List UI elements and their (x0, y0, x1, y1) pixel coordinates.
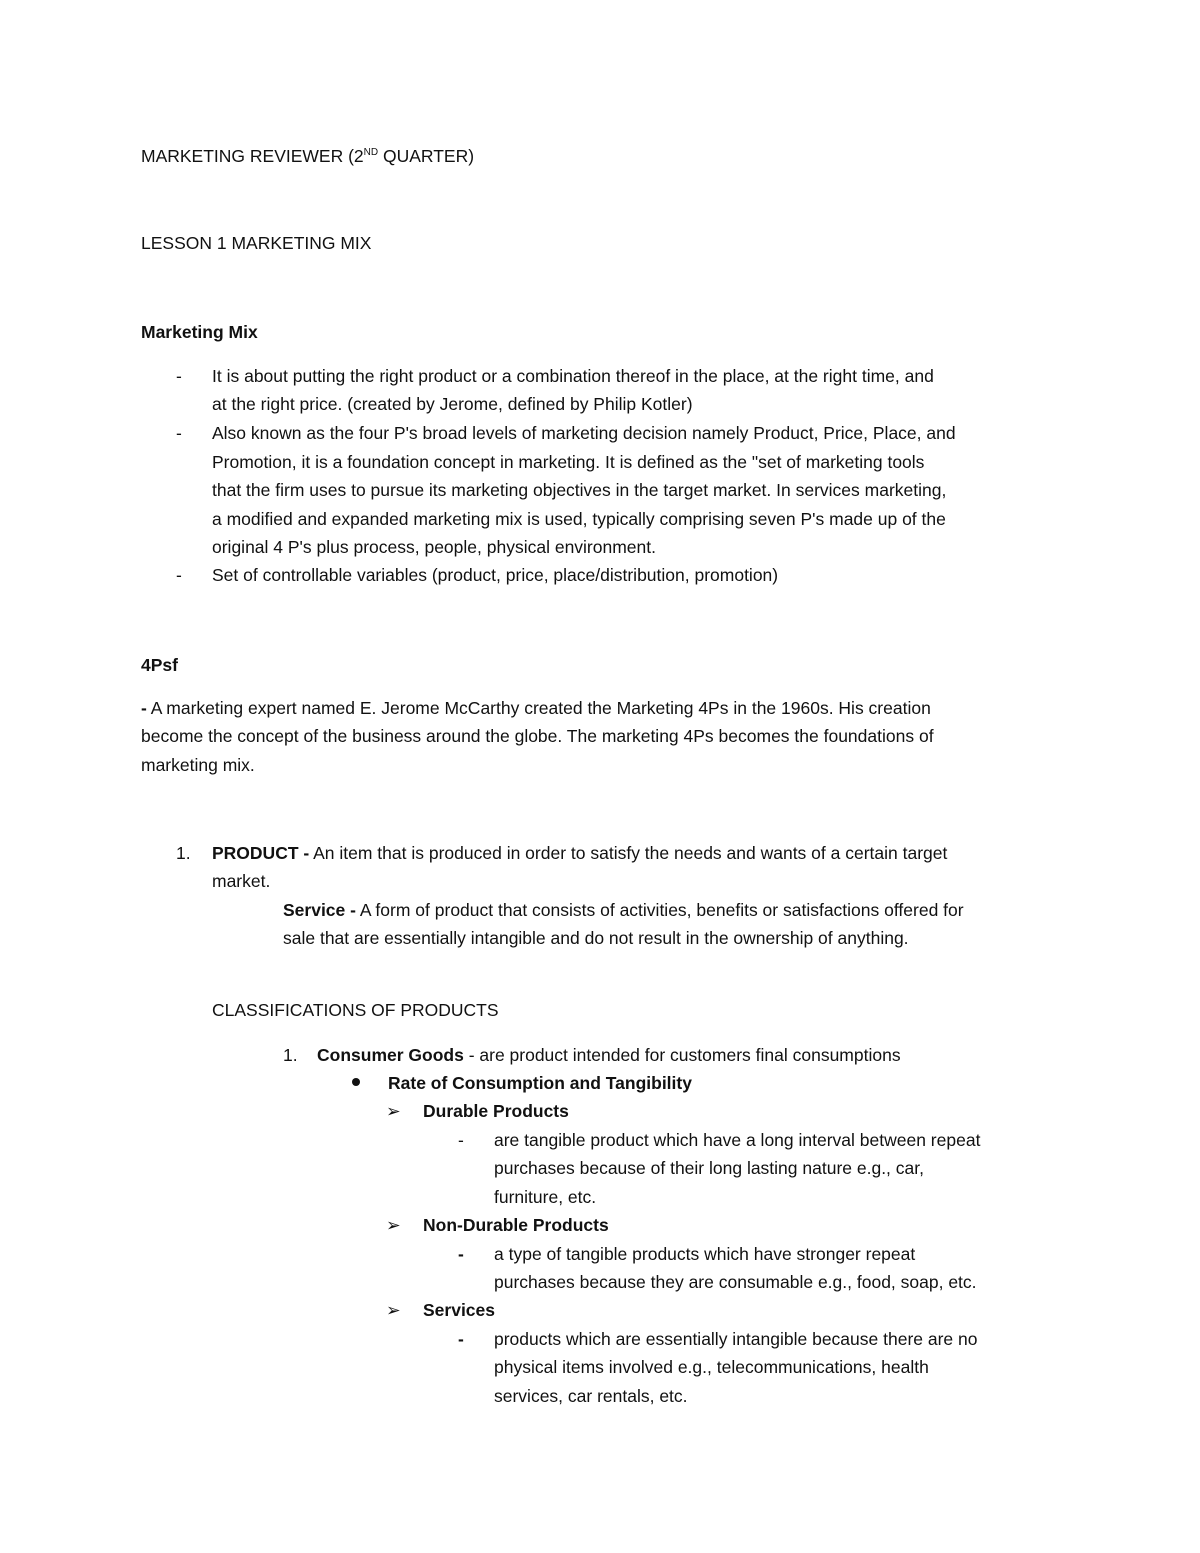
durable-line-1: are tangible product which have a long interval between repeat (494, 1130, 981, 1150)
mm-bullet-3-line-1: Set of controllable variables (product, price, place/distribution, promotion) (212, 565, 779, 585)
dash-marker: - (458, 1329, 464, 1349)
durable-line-2: purchases because of their long lasting nature e.g., car, (494, 1158, 924, 1178)
mm-bullet-2-line-4: a modified and expanded marketing mix is used, typically comprising seven P's made up of the (212, 509, 946, 529)
four-ps-line-3: marketing mix. (141, 755, 255, 775)
four-ps-line-1: - A marketing expert named E. Jerome McCarthy created the Marketing 4Ps in the 1960s. His creation (141, 698, 931, 718)
lesson-heading: LESSON 1 MARKETING MIX (141, 233, 372, 253)
product-line-1: PRODUCT - An item that is produced in order to satisfy the needs and wants of a certain target (212, 843, 948, 863)
arrow-bullet-icon: ➢ (386, 1215, 401, 1235)
mm-bullet-1-line-2: at the right price. (created by Jerome, defined by Philip Kotler) (212, 394, 693, 414)
bullet-marker: - (176, 423, 182, 443)
arrow-bullet-icon: ➢ (386, 1300, 401, 1320)
marketing-mix-heading: Marketing Mix (141, 322, 258, 342)
rate-heading: Rate of Consumption and Tangibility (388, 1073, 692, 1093)
non-durable-line-2: purchases because they are consumable e.g., food, soap, etc. (494, 1272, 977, 1292)
services-label: Services (423, 1300, 496, 1320)
dash-marker: - (458, 1130, 464, 1150)
bullet-marker: - (176, 565, 182, 585)
arrow-bullet-icon: ➢ (386, 1101, 401, 1121)
classifications-heading: CLASSIFICATIONS OF PRODUCTS (212, 1000, 499, 1020)
mm-bullet-2-line-1: Also known as the four P's broad levels of marketing decision namely Product, Price, Place, and (212, 423, 956, 443)
non-durable-line-1: a type of tangible products which have stronger repeat (494, 1244, 916, 1264)
mm-bullet-2-line-2: Promotion, it is a foundation concept in marketing. It is defined as the "set of marketing tools (212, 452, 925, 472)
durable-label: Durable Products (423, 1101, 569, 1121)
services-line-3: services, car rentals, etc. (494, 1386, 688, 1406)
title-superscript: ND (363, 147, 379, 158)
service-line-1: Service - A form of product that consists of activities, benefits or satisfactions offered for (283, 900, 964, 920)
services-line-1: products which are essentially intangible because there are no (494, 1329, 978, 1349)
bullet-marker: - (176, 366, 182, 386)
document-title: MARKETING REVIEWER (2ND QUARTER) (141, 146, 475, 166)
durable-line-3: furniture, etc. (494, 1187, 597, 1207)
four-ps-heading: 4Psf (141, 655, 178, 675)
consumer-number: 1. (283, 1045, 298, 1065)
services-line-2: physical items involved e.g., telecommunications, health (494, 1357, 929, 1377)
product-line-2: market. (212, 871, 271, 891)
service-line-2: sale that are essentially intangible and do not result in the ownership of anything. (283, 928, 909, 948)
four-ps-line-2: become the concept of the business around the globe. The marketing 4Ps becomes the foundations of (141, 726, 934, 746)
product-number: 1. (176, 843, 191, 863)
mm-bullet-2-line-5: original 4 P's plus process, people, physical environment. (212, 537, 656, 557)
consumer-goods-line: Consumer Goods - are product intended for customers final consumptions (317, 1045, 901, 1065)
mm-bullet-1-line-1: It is about putting the right product or a combination thereof in the place, at the right time, and (212, 366, 934, 386)
mm-bullet-2-line-3: that the firm uses to pursue its marketing objectives in the target market. In services marketing, (212, 480, 947, 500)
bullet-dot-icon (352, 1078, 360, 1086)
non-durable-label: Non-Durable Products (423, 1215, 609, 1235)
dash-marker: - (458, 1244, 464, 1264)
